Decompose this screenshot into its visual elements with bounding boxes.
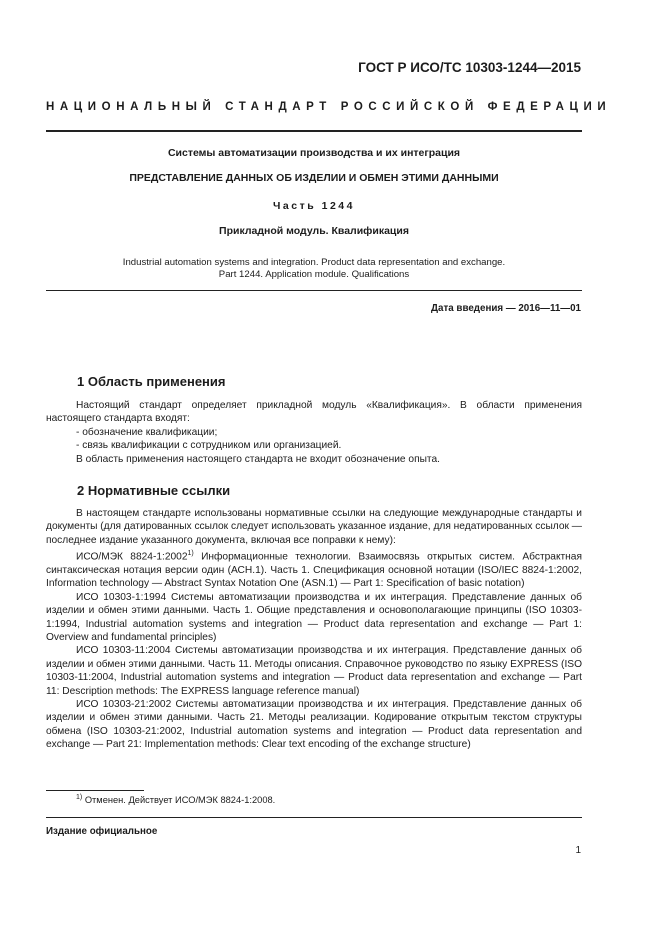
section1-body <box>46 399 582 466</box>
section1-item: - обозначение квалификации; <box>76 426 218 438</box>
section2-heading: 2 Нормативные ссылки <box>77 483 231 498</box>
reference-iso-10303-1: ИСО 10303-1:1994 Системы автоматизации производства и их интеграция. Представление данных об изделии и обмен этими данными. Часть 1. Общие представления и основополагающие принципы (ISO 10303-1:1994, Industrial automation systems and integration — Product data representation and exchange — Part 1: Overview and fundamental principles) <box>46 591 582 644</box>
section1-item: - связь квалификации с сотрудником или организацией. <box>76 440 342 452</box>
english-title-line2: Part 1244. Application module. Qualifications <box>218 269 410 280</box>
footnote-text: Отменен. Действует ИСО/МЭК 8824-1:2008. <box>82 795 276 806</box>
series-title: Системы автоматизации производства и их интеграция <box>167 147 461 159</box>
module-title: Прикладной модуль. Квалификация <box>219 225 409 237</box>
english-title <box>46 257 582 281</box>
section2-body <box>46 507 582 752</box>
top-divider <box>46 130 582 132</box>
standard-code: ГОСТ Р ИСО/ТС 10303-1244—2015 <box>358 60 581 75</box>
footer-divider <box>46 817 582 818</box>
section1-intro: Настоящий стандарт определяет прикладной модуль «Квалификация». В области применения настоящего стандарта входят: <box>46 400 582 425</box>
introduction-date: Дата введения — 2016—11—01 <box>431 303 581 314</box>
reference-code: ИСО/МЭК 8824-1:2002 <box>76 551 188 563</box>
footnote-ref: 1) <box>187 550 194 558</box>
page-number: 1 <box>575 845 581 856</box>
section2-intro: В настоящем стандарте использованы нормативные ссылки на следующие международные стандарты и документы (для датированных ссылок следует использовать указанное издание, для недатированных ссылок — последнее издание указанного документа, включая все поправки к нему): <box>46 508 582 546</box>
footnote-divider <box>46 790 144 791</box>
reference-iso-10303-11: ИСО 10303-11:2004 Системы автоматизации производства и их интеграция. Представление данных об изделии и обмен этими данными. Часть 11. Методы описания. Справочное руководство по языку EXPRESS (ISO 10303-11:2004, Industrial automation systems and integration — Product data representation and exchange — Part 11: Description methods: The EXPRESS language reference manual) <box>46 645 582 697</box>
footnote <box>76 794 275 805</box>
national-standard-heading: НАЦИОНАЛЬНЫЙ СТАНДАРТ РОССИЙСКОЙ ФЕДЕРАЦИИ <box>46 101 612 113</box>
footnote-marker: 1) <box>76 794 83 801</box>
section1-outro: В область применения настоящего стандарта не входит обозначение опыта. <box>76 453 440 465</box>
title-divider <box>46 290 582 291</box>
section1-heading: 1 Область применения <box>77 374 226 389</box>
reference-iso-8824 <box>46 547 582 591</box>
english-title-line1: Industrial automation systems and integration. Product data representation and exchange. <box>122 257 506 268</box>
reference-iso-10303-21: ИСО 10303-21:2002 Системы автоматизации производства и их интеграция. Представление данных об изделии и обмен этими данными. Часть 21. Методы реализации. Кодирование открытым текстом структуры обмена (ISO 10303-21:2002, Industrial automation systems and integration — Product data representation and exchange — Part 21: Implementation methods: Clear text encoding of the exchange structure) <box>46 699 582 751</box>
reference-text: Информационные технологии. Взаимосвязь открытых систем. Абстрактная синтаксическая нотация версии один (АСН.1). Часть 1. Спецификация основной нотации (ISO/IEC 8824-1:2002, Information technology — Abstract Syntax Notation One (ASN.1) — Part 1: Specification of basic notation) <box>46 551 582 590</box>
main-title: ПРЕДСТАВЛЕНИЕ ДАННЫХ ОБ ИЗДЕЛИИ И ОБМЕН ЭТИМИ ДАННЫМИ <box>129 172 499 184</box>
part-number: Часть 1244 <box>273 200 355 212</box>
edition-label: Издание официальное <box>46 826 158 837</box>
